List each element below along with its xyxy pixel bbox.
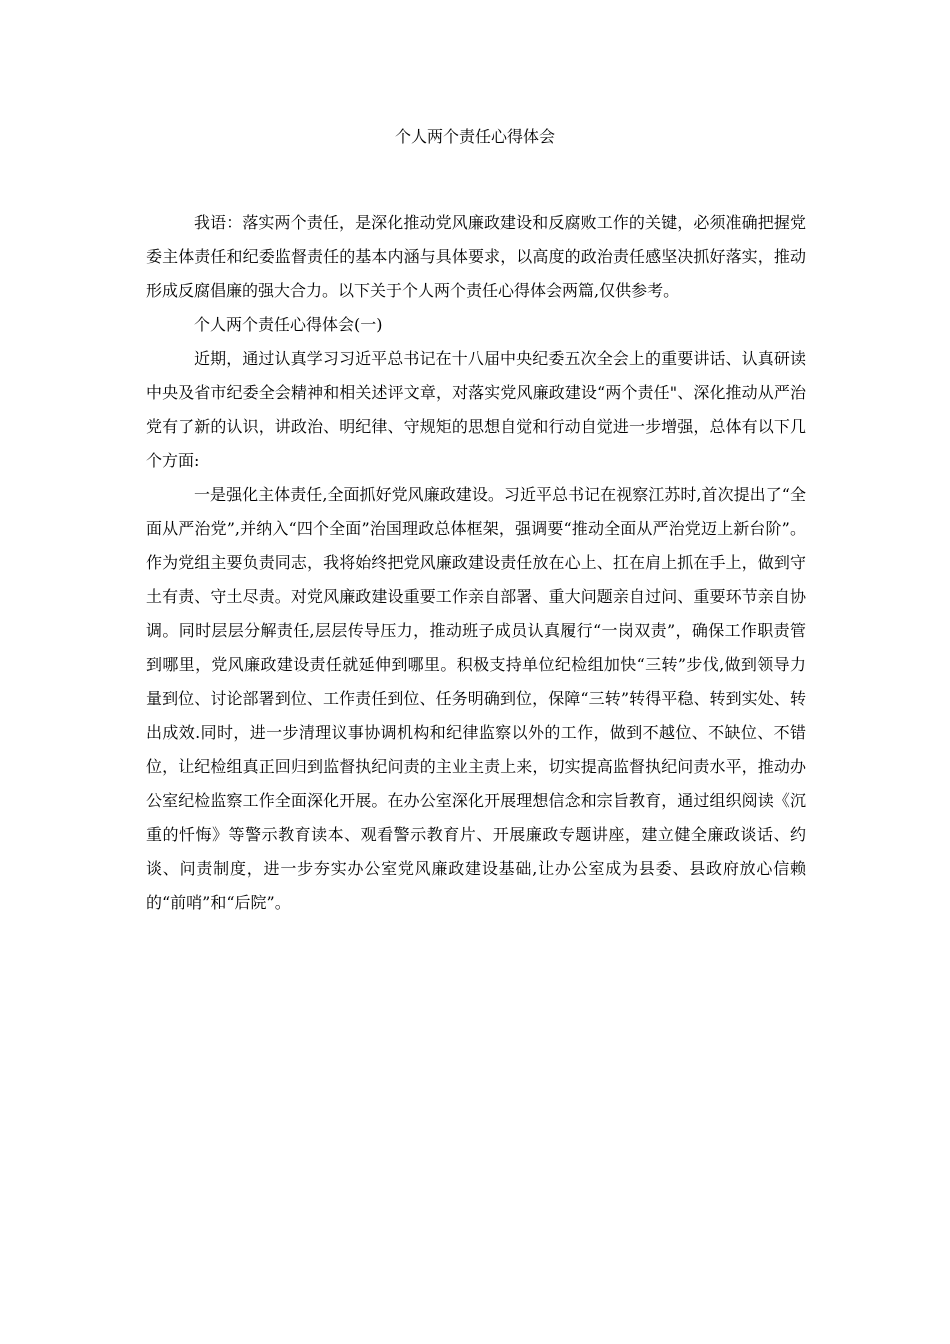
intro-paragraph: 我语：落实两个责任，是深化推动党风廉政建设和反腐败工作的关键，必须准确把握党委主体责任和纪委监督责任的基本内涵与具体要求，以高度的政治责任感坚决抓好落实，推动形成反腐倡廉的强大合力。以下关于个人两个责任心得体会两篇,仅供参考。: [146, 213, 806, 300]
document-title: 个人两个责任心得体会: [394, 127, 555, 146]
document-body: [146, 206, 806, 920]
body-paragraph: 一是强化主体责任,全面抓好党风廉政建设。习近平总书记在视察江苏时,首次提出了“全面从严治党”,并纳入“四个全面”治国理政总体框架，强调要“推动全面从严治党迈上新台阶”。作为党组主要负责同志，我将始终把党风廉政建设责任放在心上、扛在肩上抓在手上，做到守土有责、守土尽责。对党风廉政建设重要工作亲自部署、重大问题亲自过问、重要环节亲自协调。同时层层分解责任,层层传导压力，推动班子成员认真履行“一岗双责”，确保工作职责管到哪里，党风廉政建设责任就延伸到哪里。积极支持单位纪检组加快“三转”步伐,做到领导力量到位、讨论部署到位、工作责任到位、任务明确到位，保障“三转”转得平稳、转到实处、转出成效.同时，进一步清理议事协调机构和纪律监察以外的工作，做到不越位、不缺位、不错位，让纪检组真正回归到监督执纪问责的主业主责上来，切实提高监督执纪问责水平，推动办公室纪检监察工作全面深化开展。在办公室深化开展理想信念和宗旨教育，通过组织阅读《沉重的忏悔》等警示教育读本、观看警示教育片、开展廉政专题讲座，建立健全廉政谈话、约谈、问责制度，进一步夯实办公室党风廉政建设基础,让办公室成为县委、县政府放心信赖的“前哨”和“后院”。: [146, 485, 806, 912]
body-paragraph: 近期，通过认真学习习近平总书记在十八届中央纪委五次全会上的重要讲话、认真研读中央及省市纪委全会精神和相关述评文章，对落实党风廉政建设“两个责任"、深化推动从严治党有了新的认识，讲政治、明纪律、守规矩的思想自觉和行动自觉进一步增强，总体有以下几个方面:: [146, 349, 806, 470]
section-heading: 个人两个责任心得体会(一): [194, 315, 383, 334]
